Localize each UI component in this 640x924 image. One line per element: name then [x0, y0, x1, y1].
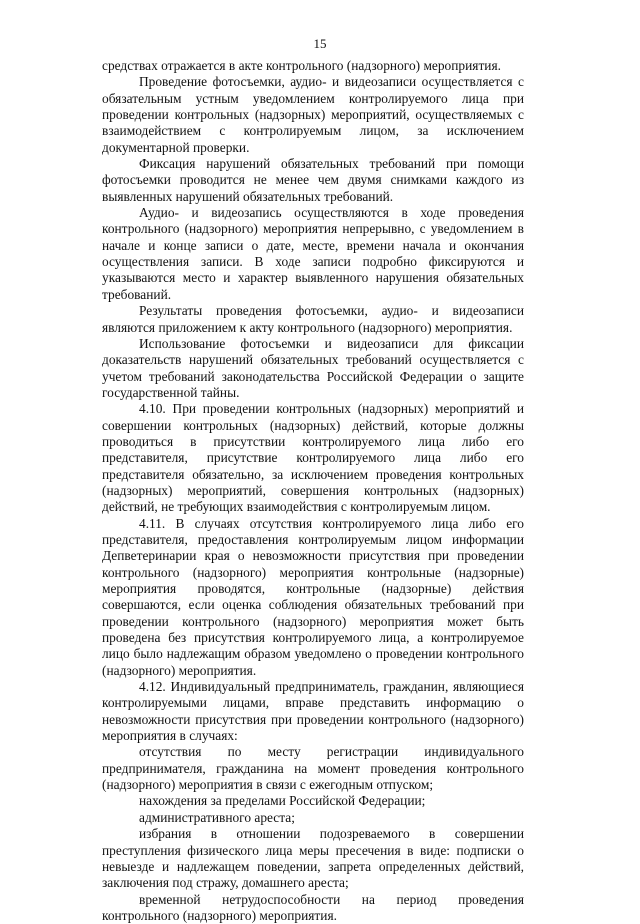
paragraph-state-secret: Использование фотосъемки и видеозаписи для фиксации доказательств нарушений обязательных требований осуществляется с учетом требований законодательства Российской Федерации о защите государственной тайны. [102, 335, 524, 400]
list-item-arrest: административного ареста; [139, 809, 295, 825]
page-number: 15 [313, 36, 327, 51]
list-item-incapacity: временной нетрудоспособности на период проведения контрольного (надзорного) мероприятия. [102, 891, 524, 923]
paragraph-clause-4-10: 4.10. При проведении контрольных (надзорных) мероприятий и совершении контрольных (надзорных) действий, которые должны проводиться в присутствии контролируемого лица либо его представителя, присутствие контролируемого лица либо его представителя обязательно, за исключением проведения контрольных (надзорных) мероприятий, совершения контрольных (надзорных) действий, не требующих взаимодействия с контролируемым лицом. [102, 401, 524, 515]
paragraph-continuation: средствах отражается в акте контрольного (надзорного) мероприятия. [102, 58, 501, 73]
paragraph-clause-4-12: 4.12. Индивидуальный предприниматель, гражданин, являющиеся контролируемыми лицами, вправе представить информацию о невозможности присутствия при проведении контрольного (надзорного) мероприятия в случаях: [102, 679, 524, 744]
document-body [102, 58, 524, 924]
paragraph-photo-fixation: Фиксация нарушений обязательных требований при помощи фотосъемки проводится не менее чем двумя снимками каждого из выявленных нарушений обязательных требований. [102, 156, 524, 204]
paragraph-photo-recording-notice: Проведение фотосъемки, аудио- и видеозаписи осуществляется с обязательным устным уведомлением контролируемого лица при проведении контрольных (надзорных) мероприятий, осуществляемых с взаимодействием с контролируемым лицом, за исключением документарной проверки. [102, 74, 524, 155]
list-item-preventive-measure: избрания в отношении подозреваемого в совершении преступления физического лица меры пресечения в виде: подписки о невыезде и надлежащем поведении, запрета определенных действий, заключения под стражу, домашнего ареста; [102, 826, 524, 891]
paragraph-recording-results: Результаты проведения фотосъемки, аудио- и видеозаписи являются приложением к акту контрольного (надзорного) мероприятия. [102, 303, 524, 335]
paragraph-audio-video-recording: Аудио- и видеозапись осуществляются в ходе проведения контрольного (надзорного) мероприятия непрерывно, с уведомлением в начале и конце записи о дате, месте, времени начала и окончания осуществления записи. В ходе записи подробно фиксируются и указываются место и характер выявленного нарушения обязательных требований. [102, 205, 524, 302]
list-item-vacation: отсутствия по месту регистрации индивидуального предпринимателя, гражданина на момент проведения контрольного (надзорного) мероприятия в связи с ежегодным отпуском; [102, 744, 524, 793]
list-item-abroad: нахождения за пределами Российской Федерации; [139, 793, 426, 809]
paragraph-clause-4-11: 4.11. В случаях отсутствия контролируемого лица либо его представителя, предоставления контролируемым лицом информации Депветеринарии края о невозможности присутствия при проведении контрольного (надзорного) мероприятия контрольные (надзорные) мероприятия проводятся, контрольные (надзорные) действия совершаются, если оценка соблюдения обязательных требований при проведении контрольного (надзорного) мероприятия может быть проведена без присутствия контролируемого лица, а контролируемое лицо было надлежащим образом уведомлено о проведении контрольного (надзорного) мероприятия. [102, 515, 524, 678]
